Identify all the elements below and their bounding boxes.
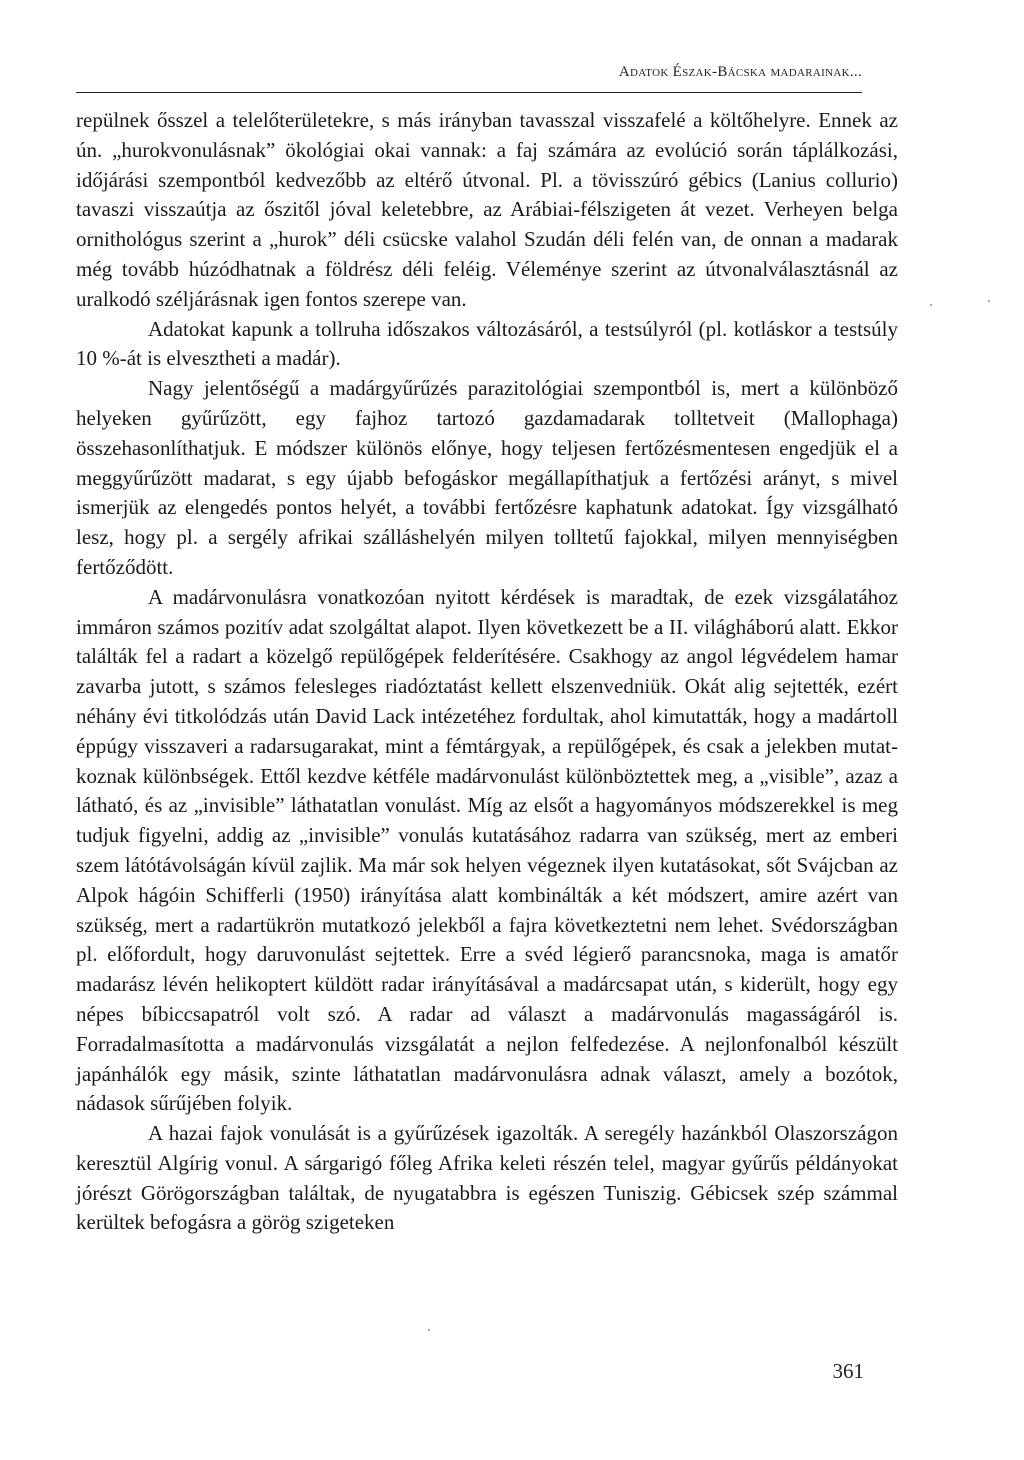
- scan-speck: [930, 304, 932, 306]
- page-number: 361: [832, 1359, 864, 1383]
- paragraph: A madárvonulásra vonatkozóan nyitott kérdések is maradtak, de ezek vizsgálatához immáron számos pozitív adat szolgáltat alapot. Ilyen következett be a II. világháború alatt. Ekkor találták fel a radart a közelgő repülőgépek felderítésére. Csakhogy az angol légvédelem hamar zavarba jutott, s számos felesleges riadóztatást kellett elszenvedniük. Okát alig sejtették, ezért néhány évi titkolódzás után David Lack intézetéhez fordultak, ahol kimutatták, hogy a madártoll éppúgy visszaveri a radarsugarakat, mint a fémtárgyak, a repülőgépek, és csak a jelekben mutatkoznak különbségek. Ettől kezdve kétféle madárvonulást különböztettek meg, a „visible”, azaz a látható, és az „invisible” láthatatlan vonulást. Míg az elsőt a hagyományos módszerekkel is meg tudjuk figyelni, addig az „invisible” vonulás kutatásához radarra van szükség, mert az emberi szem látótávolságán kívül zajlik. Ma már sok helyen végeznek ilyen kutatásokat, sőt Svájcban az Alpok hágóin Schifferli (1950) irányítása alatt kombinálták a két módszert, amire azért van szükség, mert a radartükrön mutatkozó jelekből a fajra következtetni nem lehet. Svédországban pl. előfordult, hogy daruvonulást sejtettek. Erre a svéd légierő parancsnoka, maga is amatőr madarász lévén helikoptert küldött radar irányításával a madárcsapat után, s kiderült, hogy egy népes bíbiccsapatról volt szó. A radar ad választ a madárvonulás magasságáról is. Forradalmasította a madárvonulás vizsgálatát a nejlon felfedezése. A nejlonfonalból készült japánhálók egy másik, szinte láthatatlan madárvonulásra adnak választ, amely a bozótok, nádasok sűrűjében folyik.: [76, 584, 898, 1116]
- paragraph-continued: repülnek ősszel a telelőterületekre, s más irányban tavasszal visszafelé a költőhelyre. Ennek az ún. „hurokvonulásnak” ökológiai okai vannak: a faj számára az evolúció során táplálkozási, időjárási szempontból kedvezőbb az eltérő útvonal. Pl. a tövisszúró gébics (Lanius collurio) tavaszi visszaútja az őszitől jóval keletebbre, az Arábiai-félszigeten át vezet. Verheyen belga ornithológus szerint a „hurok” déli csücske valahol Szudán déli felén van, de onnan a madarak még tovább húzódhatnak a földrész déli feléig. Véleménye szerint az útvonalválasztásnál az uralkodó széljárásnak igen fontos szerepe van.: [76, 108, 898, 311]
- running-head: Adatok Észak-Bácska madarainak...: [618, 64, 862, 80]
- paragraph: Nagy jelentőségű a madárgyűrűzés parazitológiai szempontból is, mert a különböző helyeken gyűrűzött, egy fajhoz tartozó gazdamadarak tolltetveit (Mallophaga) összehasonlíthatjuk. E módszer különös előnye, hogy teljesen fertőzésmentesen engedjük el a meggyűrűzött madarat, s egy újabb befogáskor megállapíthatjuk a fertőzési arányt, s mivel ismerjük az elengedés pontos helyét, a további fertőzésre kaphatunk adatokat. Így vizsgálható lesz, hogy pl. a sergély afrikai szálláshelyén milyen tolltetű fajokkal, milyen mennyiségben fertőződött.: [76, 376, 898, 579]
- scan-speck: [988, 300, 990, 302]
- header-rule: [76, 92, 862, 93]
- paragraph: Adatokat kapunk a tollruha időszakos változásáról, a testsúlyról (pl. kotláskor a testsúly 10 %-át is elvesztheti a madár).: [76, 316, 898, 371]
- scan-speck: [428, 1329, 430, 1331]
- body-text: [76, 106, 898, 1238]
- paragraph: A hazai fajok vonulását is a gyűrűzések igazolták. A seregély hazánkból Olaszországon keresztül Algírig vonul. A sárgarigó főleg Afrika keleti részén telel, magyar gyűrűs példányokat jórészt Görögországban találtak, de nyugatabbra is egészen Tuniszig. Gébicsek szép számmal kerültek befogásra a görög szigeteken: [76, 1121, 898, 1235]
